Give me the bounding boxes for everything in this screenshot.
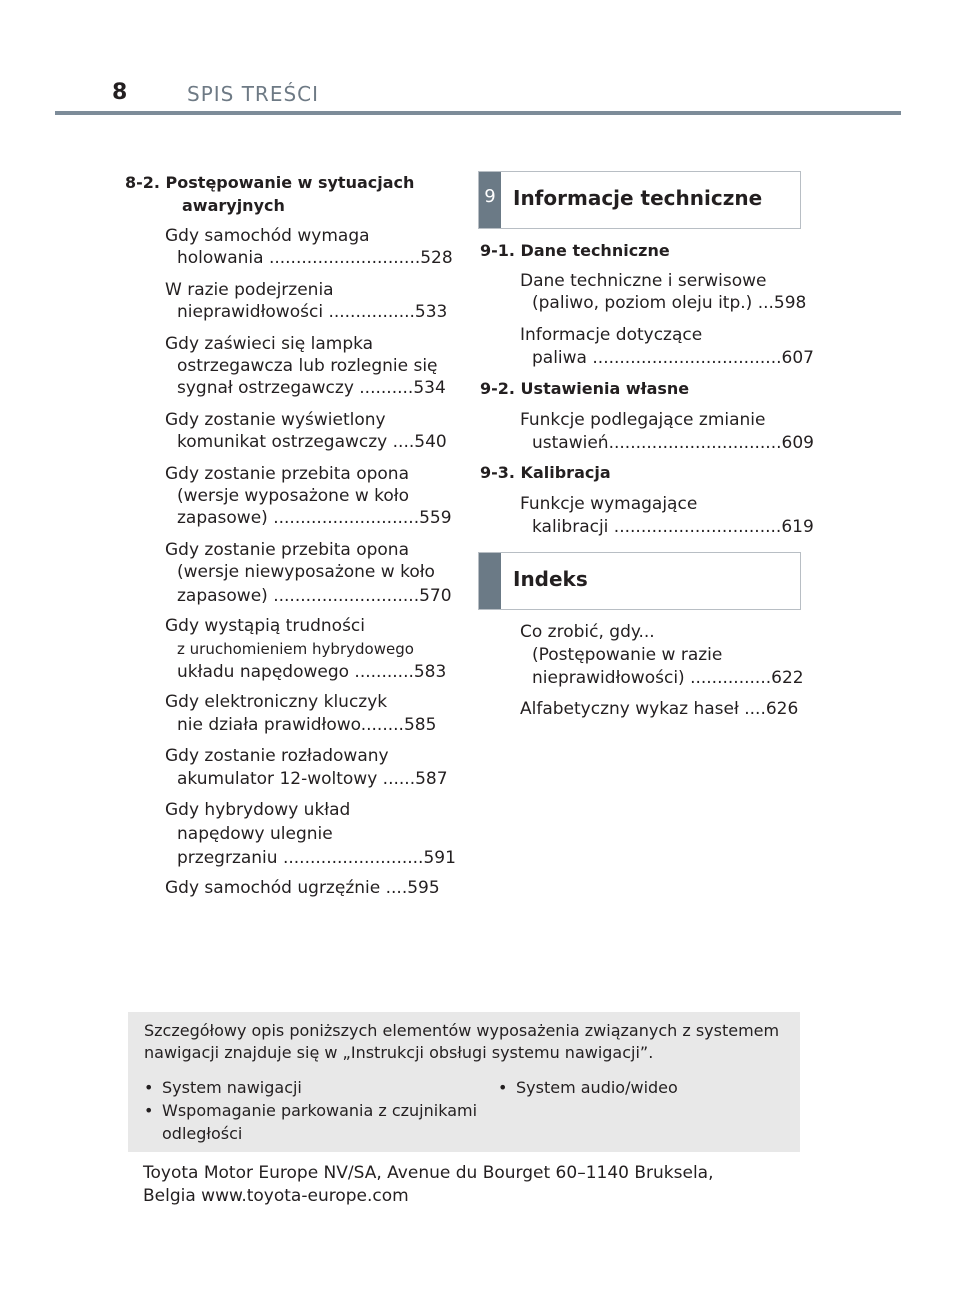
toc-entry-line: Gdy hybrydowy układ (165, 800, 351, 820)
toc-entry-line: nieprawidłowości ................533 (177, 302, 448, 322)
toc-entry-line: Co zrobić, gdy... (520, 622, 655, 642)
toc-entry-line: sygnał ostrzegawczy ..........534 (177, 378, 446, 398)
toc-entry-line: Gdy wystąpią trudności (165, 616, 365, 636)
toc-entry-line: zapasowe) ...........................559 (177, 508, 452, 528)
page-number: 8 (112, 80, 128, 105)
subsection-heading-9-2: 9-2. Ustawienia własne (480, 379, 690, 398)
toc-entry-line: nieprawidłowości) ...............622 (532, 668, 804, 688)
toc-entry-line: (paliwo, poziom oleju itp.) ...598 (532, 293, 807, 313)
section-title: Informacje techniczne (513, 186, 763, 210)
header-rule (55, 111, 901, 115)
toc-entry-line: nie działa prawidłowo........585 (177, 715, 437, 735)
toc-entry-line: ostrzegawcza lub rozlegnie się (177, 356, 438, 376)
section-heading-8-2: 8-2. Postępowanie w sytuacjach (125, 173, 415, 192)
toc-entry-line: Funkcje wymagające (520, 494, 698, 514)
toc-entry-line: kalibracji ...............................619 (532, 517, 814, 537)
toc-entry-line: Gdy zaświeci się lampka (165, 334, 374, 354)
footer-address: Toyota Motor Europe NV/SA, Avenue du Bourget 60–1140 Bruksela, (143, 1163, 714, 1183)
toc-entry-line: z uruchomieniem hybrydowego (177, 640, 414, 658)
toc-entry-line: Gdy zostanie przebita opona (165, 540, 410, 560)
section-title: Indeks (513, 567, 588, 591)
toc-entry-line: paliwa ...................................607 (532, 348, 814, 368)
toc-entry-line: Gdy samochód ugrzęźnie ....595 (165, 878, 440, 898)
toc-entry-line: akumulator 12-woltowy ......587 (177, 769, 448, 789)
bullet-icon: • (144, 1101, 154, 1120)
toc-entry-line: Dane techniczne i serwisowe (520, 271, 767, 291)
note-bullet-cont: odległości (162, 1124, 243, 1143)
toc-entry-line: Informacje dotyczące (520, 325, 703, 345)
toc-entry-line: układu napędowego ...........583 (177, 662, 447, 682)
toc-entry-line: przegrzaniu ..........................591 (177, 848, 456, 868)
subsection-heading-9-3: 9-3. Kalibracja (480, 463, 611, 482)
toc-entry-line: (wersje niewyposażone w koło (177, 562, 435, 582)
note-panel (128, 1012, 800, 1152)
footer-address-cont: Belgia www.toyota-europe.com (143, 1186, 409, 1206)
toc-entry-line: (wersje wyposażone w koło (177, 486, 409, 506)
toc-entry-line: zapasowe) ...........................570 (177, 586, 452, 606)
toc-entry-line: holowania ............................528 (177, 248, 453, 268)
bullet-icon: • (144, 1078, 154, 1097)
note-bullet: System audio/wideo (516, 1078, 678, 1097)
toc-entry-line: Gdy zostanie rozładowany (165, 746, 389, 766)
toc-entry-line: W razie podejrzenia (165, 280, 334, 300)
toc-entry-line: napędowy ulegnie (177, 824, 333, 844)
toc-entry-line: Gdy zostanie wyświetlony (165, 410, 386, 430)
toc-entry-line: (Postępowanie w razie (532, 645, 723, 665)
toc-entry-line: Gdy elektroniczny kluczyk (165, 692, 388, 712)
page-header-title: SPIS TREŚCI (187, 82, 320, 106)
toc-entry-line: Alfabetyczny wykaz haseł ....626 (520, 699, 799, 719)
toc-entry-line: Funkcje podlegające zmianie (520, 410, 766, 430)
section-number: 9 (484, 186, 496, 207)
toc-entry-line: komunikat ostrzegawczy ....540 (177, 432, 447, 452)
note-text: nawigacji znajduje się w „Instrukcji obsługi systemu nawigacji”. (144, 1043, 654, 1062)
toc-entry-line: Gdy samochód wymaga (165, 226, 370, 246)
note-text: Szczegółowy opis poniższych elementów wyposażenia związanych z systemem (144, 1021, 780, 1040)
bullet-icon: • (498, 1078, 508, 1097)
subsection-heading-9-1: 9-1. Dane techniczne (480, 241, 670, 260)
toc-entry-line: ustawień................................609 (532, 433, 814, 453)
section-heading-8-2-cont: awaryjnych (182, 196, 285, 215)
note-bullet: Wspomaganie parkowania z czujnikami (162, 1101, 478, 1120)
index-header (478, 552, 801, 610)
section-tab (479, 553, 501, 609)
section-9-header (478, 171, 801, 229)
note-bullet: System nawigacji (162, 1078, 302, 1097)
toc-entry-line: Gdy zostanie przebita opona (165, 464, 410, 484)
